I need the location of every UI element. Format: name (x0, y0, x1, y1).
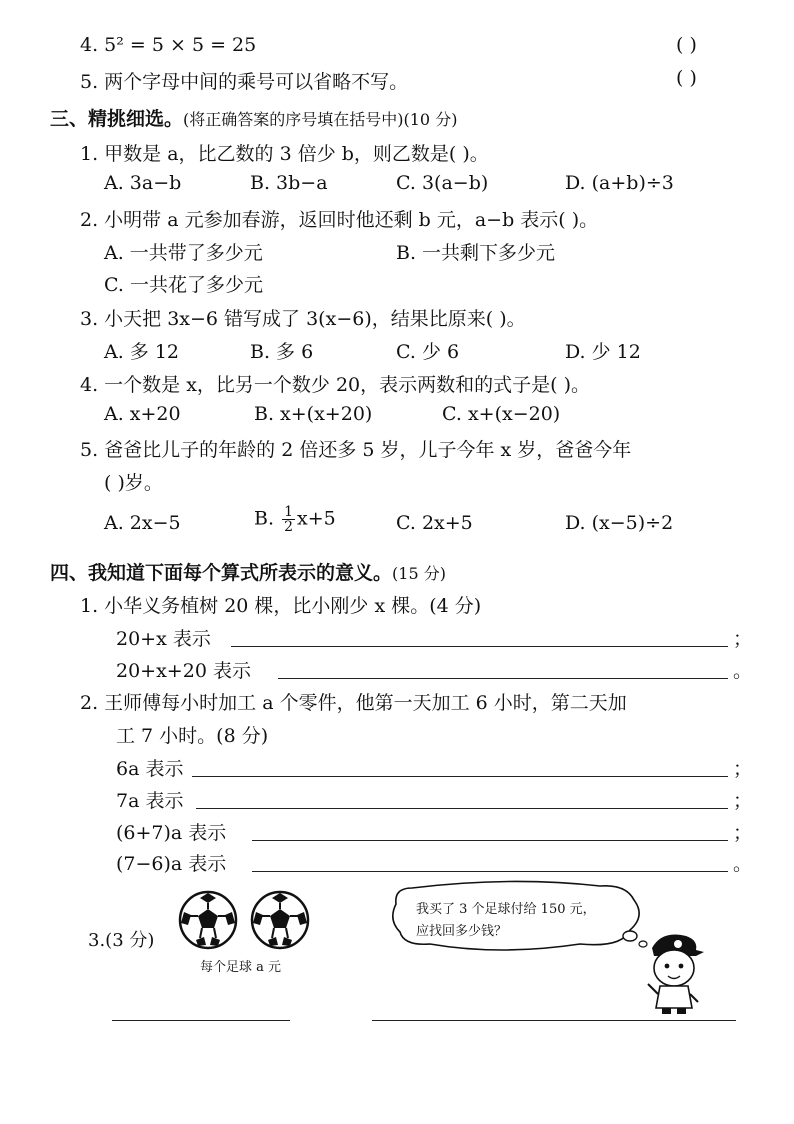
s3-q1-stem: 1. 甲数是 a，比乙数的 3 倍少 b，则乙数是( )。 (80, 143, 489, 165)
s3-q3-option-c[interactable]: C. 少 6 (396, 341, 460, 363)
judge-q4: 4. 5² = 5 × 5 = 25 (80, 34, 257, 56)
s4-q2-row3-end: ； (733, 822, 753, 844)
soccer-ball-caption: 每个足球 a 元 (200, 960, 282, 975)
speech-bubble-line1: 我买了 3 个足球付给 150 元， (416, 902, 596, 917)
s4-q3-answer-line-1[interactable] (112, 1020, 290, 1021)
s4-q3-label: 3.(3 分) (88, 930, 155, 951)
boy-cartoon-icon (640, 930, 706, 1016)
judge-q5: 5. 两个字母中间的乘号可以省略不写。 (80, 71, 409, 93)
section4-heading (50, 558, 446, 585)
s3-q4-option-a[interactable]: A. x+20 (104, 403, 181, 425)
s4-q1-row1-label: 20+x 表示 (116, 628, 211, 650)
judge-q4-answer-paren[interactable]: ( ) (676, 34, 697, 56)
section3-heading (50, 104, 457, 131)
s4-q1-row2-end: 。 (733, 660, 753, 682)
one-half-fraction (282, 505, 295, 534)
section4-note: (15 分) (392, 564, 446, 583)
s3-q5-option-b[interactable] (254, 505, 336, 534)
s3-q3-option-d[interactable]: D. 少 12 (565, 341, 641, 363)
s3-q1-option-c[interactable]: C. 3(a−b) (396, 172, 489, 194)
s3-q5-stem-line2: ( )岁。 (104, 472, 163, 494)
s3-q5-option-b-expr: x+5 (296, 507, 336, 530)
s4-q2-row2-end: ； (733, 790, 753, 812)
s3-q2-option-c[interactable]: C. 一共花了多少元 (104, 274, 263, 296)
soccer-ball-icon-2 (252, 892, 308, 948)
s4-q2-row1-answer-line[interactable] (192, 776, 728, 777)
s3-q2-stem: 2. 小明带 a 元参加春游，返回时他还剩 b 元，a−b 表示( )。 (80, 209, 599, 231)
s3-q4-option-c[interactable]: C. x+(x−20) (442, 403, 561, 425)
s3-q4-option-b[interactable]: B. x+(x+20) (254, 403, 373, 425)
s3-q5-option-c[interactable]: C. 2x+5 (396, 512, 473, 534)
s3-q4-stem: 4. 一个数是 x，比另一个数少 20，表示两数和的式子是( )。 (80, 374, 591, 396)
fraction-numerator: 1 (284, 504, 293, 520)
s3-q1-option-d[interactable]: D. (a+b)÷3 (565, 172, 674, 194)
s3-q3-option-a[interactable]: A. 多 12 (104, 341, 180, 363)
section4-title: 四、我知道下面每个算式所表示的意义。 (50, 562, 393, 584)
speech-bubble-line2: 应找回多少钱？ (416, 924, 508, 939)
s4-q2-row4-end: 。 (733, 853, 753, 875)
fraction-denominator: 2 (284, 519, 293, 535)
s4-q1-row2-label: 20+x+20 表示 (116, 660, 251, 682)
s3-q5-stem-line1: 5. 爸爸比儿子的年龄的 2 倍还多 5 岁，儿子今年 x 岁，爸爸今年 (80, 439, 632, 461)
s4-q2-stem-line2: 工 7 小时。(8 分) (116, 725, 269, 747)
s4-q2-row1-end: ； (733, 758, 753, 780)
s4-q2-row2-answer-line[interactable] (196, 808, 728, 809)
soccer-balls-icon (178, 890, 312, 954)
s3-q2-option-b[interactable]: B. 一共剩下多少元 (396, 242, 556, 264)
s3-q1-option-b[interactable]: B. 3b−a (250, 172, 328, 194)
s3-q5-option-d[interactable]: D. (x−5)÷2 (565, 512, 674, 534)
s3-q1-option-a[interactable]: A. 3a−b (104, 172, 182, 194)
section3-title: 三、精挑细选。 (50, 108, 184, 130)
s3-q5-option-b-label: B. (254, 507, 275, 530)
s4-q2-row4-label: (7−6)a 表示 (116, 853, 227, 875)
s4-q2-row4-answer-line[interactable] (252, 871, 728, 872)
s4-q3-answer-line-2[interactable] (372, 1020, 736, 1021)
soccer-ball-icon-1 (180, 892, 236, 948)
s4-q2-stem-line1: 2. 王师傅每小时加工 a 个零件，他第一天加工 6 小时，第二天加 (80, 692, 627, 714)
s4-q1-row2-answer-line[interactable] (278, 678, 728, 679)
s3-q3-option-b[interactable]: B. 多 6 (250, 341, 314, 363)
s4-q1-stem: 1. 小华义务植树 20 棵，比小刚少 x 棵。(4 分) (80, 595, 482, 617)
s3-q3-stem: 3. 小天把 3x−6 错写成了 3(x−6)，结果比原来( )。 (80, 308, 526, 330)
s4-q2-row3-answer-line[interactable] (252, 840, 728, 841)
s3-q5-option-a[interactable]: A. 2x−5 (104, 512, 181, 534)
s4-q2-row2-label: 7a 表示 (116, 790, 184, 812)
s4-q2-row1-label: 6a 表示 (116, 758, 184, 780)
judge-q5-answer-paren[interactable]: ( ) (676, 67, 697, 89)
s4-q1-row1-end: ； (733, 628, 753, 650)
s3-q2-option-a[interactable]: A. 一共带了多少元 (104, 242, 263, 264)
s4-q1-row1-answer-line[interactable] (231, 646, 728, 647)
section3-note: (将正确答案的序号填在括号中)(10 分) (183, 110, 458, 129)
s4-q2-row3-label: (6+7)a 表示 (116, 822, 227, 844)
